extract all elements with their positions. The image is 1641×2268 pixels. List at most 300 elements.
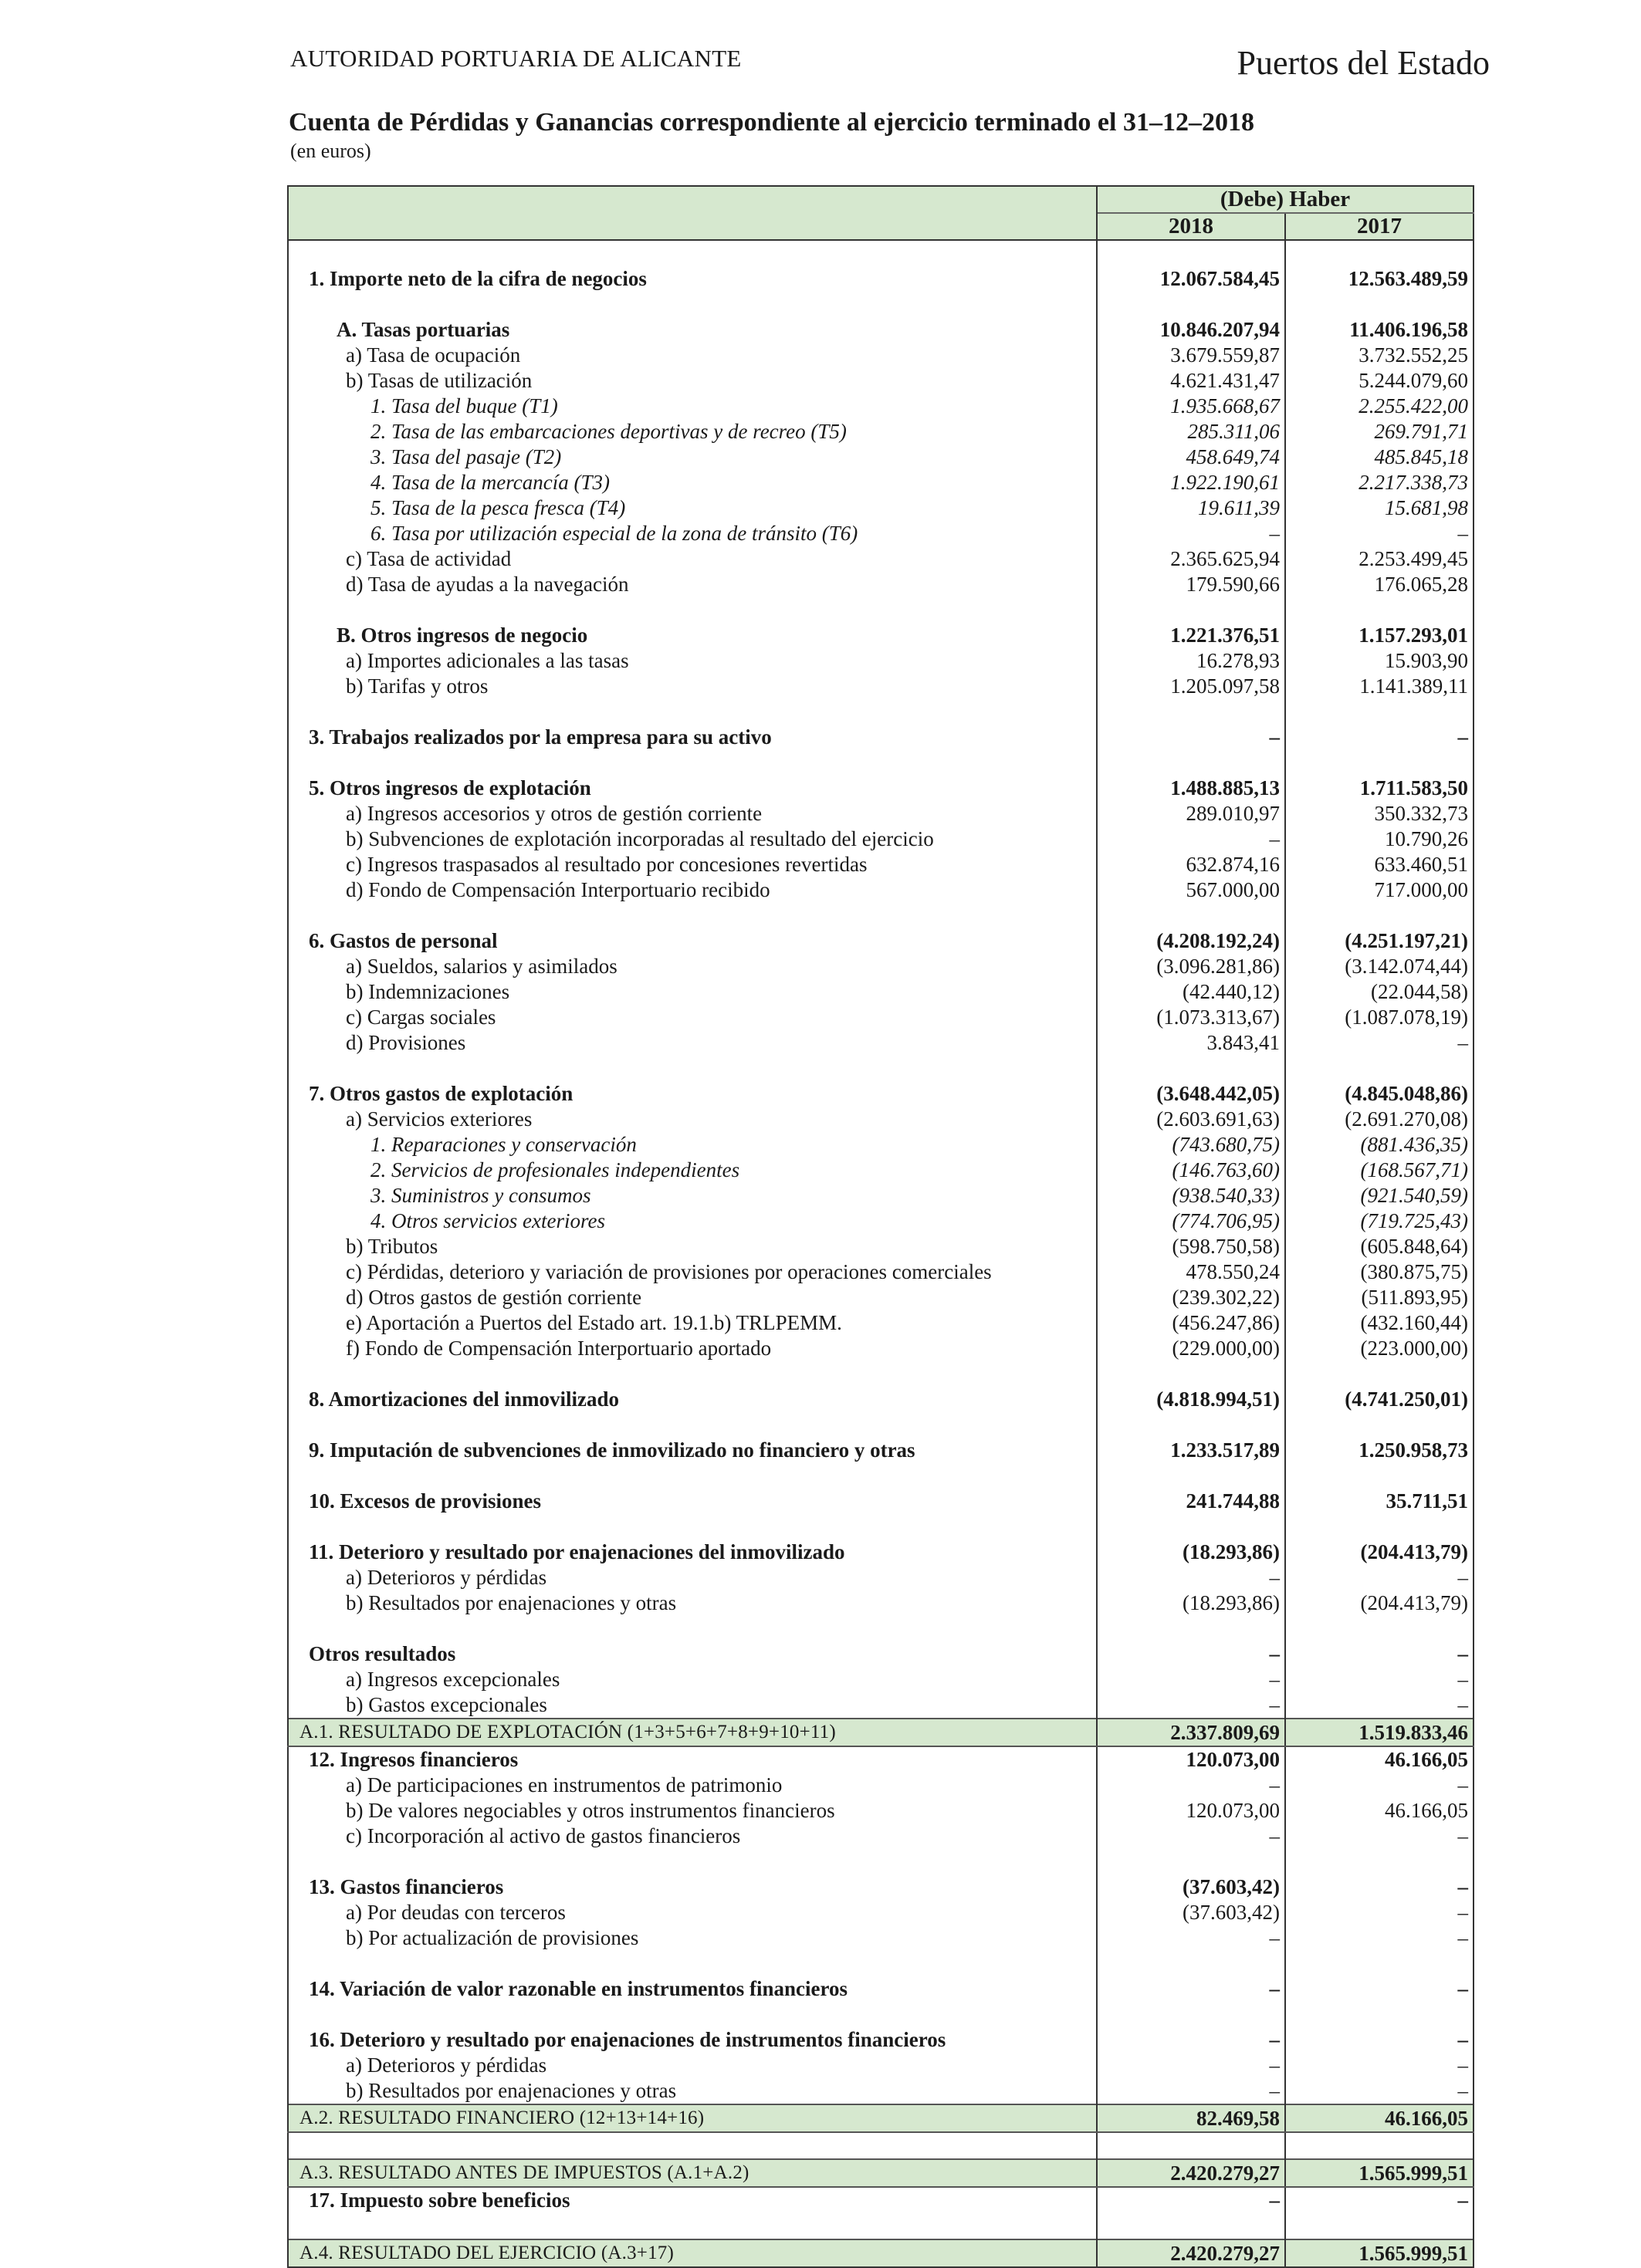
- line-item-row: [288, 928, 1474, 954]
- line-item-label: c) Tasa de actividad: [288, 546, 1097, 572]
- line-item-label: d) Tasa de ayudas a la navegación: [288, 572, 1097, 597]
- line-item-row: [288, 776, 1474, 801]
- line-item-label: c) Cargas sociales: [288, 1005, 1097, 1030]
- line-item-row: [288, 623, 1474, 648]
- line-item-label: b) Indemnizaciones: [288, 979, 1097, 1005]
- value-2017: (3.142.074,44): [1285, 954, 1474, 979]
- line-item-row: [288, 1234, 1474, 1259]
- line-item-label: b) Resultados por enajenaciones y otras: [288, 1590, 1097, 1616]
- line-item-label: 3. Trabajos realizados por la empresa para su activo: [288, 725, 1097, 750]
- spacer-cell: [1097, 2002, 1285, 2027]
- column-group-header: (Debe) Haber: [1097, 186, 1474, 213]
- line-item-row: [288, 979, 1474, 1005]
- spacer-cell: [288, 240, 1097, 266]
- value-2018: (37.603,42): [1097, 1874, 1285, 1900]
- value-2018: 285.311,06: [1097, 419, 1285, 444]
- value-2018: 120.073,00: [1097, 1798, 1285, 1824]
- value-2018: –: [1097, 1692, 1285, 1719]
- line-item-row: [288, 1489, 1474, 1514]
- spacer-row: [288, 2002, 1474, 2027]
- line-item-row: [288, 572, 1474, 597]
- spacer-cell: [1285, 1463, 1474, 1489]
- line-item-label: b) De valores negociables y otros instrumentos financieros: [288, 1798, 1097, 1824]
- spacer-row: [288, 1463, 1474, 1489]
- spacer-row: [288, 597, 1474, 623]
- value-2018: 1.221.376,51: [1097, 623, 1285, 648]
- value-2017: 269.791,71: [1285, 419, 1474, 444]
- spacer-cell: [1097, 1463, 1285, 1489]
- spacer-cell: [288, 1849, 1097, 1874]
- line-item-label: B. Otros ingresos de negocio: [288, 623, 1097, 648]
- value-2018: (1.073.313,67): [1097, 1005, 1285, 1030]
- spacer-row: [288, 1412, 1474, 1438]
- value-2017: –: [1285, 2187, 1474, 2213]
- value-2018: –: [1097, 2078, 1285, 2104]
- line-item-row: [288, 1438, 1474, 1463]
- line-item-label: 2. Tasa de las embarcaciones deportivas y de recreo (T5): [288, 419, 1097, 444]
- value-2018: 2.337.809,69: [1097, 1719, 1285, 1746]
- value-2017: –: [1285, 1874, 1474, 1900]
- spacer-cell: [288, 1616, 1097, 1641]
- value-2017: (921.540,59): [1285, 1183, 1474, 1208]
- line-item-row: [288, 368, 1474, 394]
- line-item-label: a) Deterioros y pérdidas: [288, 1565, 1097, 1590]
- value-2018: –: [1097, 1773, 1285, 1798]
- line-item-row: [288, 725, 1474, 750]
- line-item-label: a) Ingresos accesorios y otros de gestión corriente: [288, 801, 1097, 826]
- line-item-row: [288, 419, 1474, 444]
- spacer-cell: [288, 699, 1097, 725]
- value-2017: 10.790,26: [1285, 826, 1474, 852]
- value-2018: (37.603,42): [1097, 1900, 1285, 1925]
- line-item-row: [288, 1540, 1474, 1565]
- value-2017: 485.845,18: [1285, 444, 1474, 470]
- line-item-row: [288, 954, 1474, 979]
- spacer-cell: [1285, 1412, 1474, 1438]
- value-2017: 46.166,05: [1285, 1798, 1474, 1824]
- line-item-row: [288, 1132, 1474, 1158]
- line-item-label: 10. Excesos de provisiones: [288, 1489, 1097, 1514]
- line-item-row: [288, 1107, 1474, 1132]
- result-row: [288, 2239, 1474, 2267]
- spacer-cell: [1285, 1361, 1474, 1387]
- value-2018: –: [1097, 1667, 1285, 1692]
- value-2017: –: [1285, 1641, 1474, 1667]
- value-2018: 2.420.279,27: [1097, 2239, 1285, 2267]
- spacer-cell: [1097, 597, 1285, 623]
- spacer-cell: [288, 1361, 1097, 1387]
- spacer-cell: [1097, 240, 1285, 266]
- line-item-row: [288, 1208, 1474, 1234]
- value-2018: 478.550,24: [1097, 1259, 1285, 1285]
- value-2018: 241.744,88: [1097, 1489, 1285, 1514]
- spacer-row: [288, 1056, 1474, 1081]
- value-2018: (456.247,86): [1097, 1310, 1285, 1336]
- line-item-row: [288, 394, 1474, 419]
- result-row: [288, 1719, 1474, 1746]
- value-2018: –: [1097, 1925, 1285, 1951]
- spacer-cell: [1285, 2132, 1474, 2159]
- value-2017: (605.848,64): [1285, 1234, 1474, 1259]
- value-2017: 15.903,90: [1285, 648, 1474, 674]
- value-2018: 12.067.584,45: [1097, 266, 1285, 292]
- value-2018: 19.611,39: [1097, 495, 1285, 521]
- line-item-row: [288, 801, 1474, 826]
- value-2017: (168.567,71): [1285, 1158, 1474, 1183]
- line-item-row: [288, 2053, 1474, 2078]
- spacer-cell: [1285, 1616, 1474, 1641]
- value-2017: –: [1285, 1773, 1474, 1798]
- spacer-cell: [1097, 1616, 1285, 1641]
- line-item-label: e) Aportación a Puertos del Estado art. 19.1.b) TRLPEMM.: [288, 1310, 1097, 1336]
- line-item-row: [288, 1005, 1474, 1030]
- value-2018: (774.706,95): [1097, 1208, 1285, 1234]
- spacer-cell: [288, 2132, 1097, 2159]
- value-2017: –: [1285, 1667, 1474, 1692]
- line-item-row: [288, 1336, 1474, 1361]
- value-2017: 1.157.293,01: [1285, 623, 1474, 648]
- line-item-label: b) Subvenciones de explotación incorporadas al resultado del ejercicio: [288, 826, 1097, 852]
- line-item-row: [288, 1692, 1474, 1719]
- line-item-label: d) Fondo de Compensación Interportuario recibido: [288, 877, 1097, 903]
- value-2017: (511.893,95): [1285, 1285, 1474, 1310]
- line-item-row: [288, 1030, 1474, 1056]
- line-item-row: [288, 1590, 1474, 1616]
- value-2018: 1.922.190,61: [1097, 470, 1285, 495]
- value-2017: 2.217.338,73: [1285, 470, 1474, 495]
- spacer-cell: [1285, 597, 1474, 623]
- line-item-label: 6. Tasa por utilización especial de la zona de tránsito (T6): [288, 521, 1097, 546]
- spacer-cell: [1285, 2002, 1474, 2027]
- value-2018: 1.233.517,89: [1097, 1438, 1285, 1463]
- line-item-row: [288, 1310, 1474, 1336]
- line-item-label: c) Incorporación al activo de gastos financieros: [288, 1824, 1097, 1849]
- value-2017: (204.413,79): [1285, 1590, 1474, 1616]
- spacer-cell: [288, 1412, 1097, 1438]
- line-item-row: [288, 546, 1474, 572]
- spacer-cell: [288, 903, 1097, 928]
- spacer-cell: [288, 597, 1097, 623]
- value-2018: 120.073,00: [1097, 1746, 1285, 1773]
- value-2018: –: [1097, 521, 1285, 546]
- header-empty-cell: [288, 186, 1097, 240]
- spacer-row: [288, 2132, 1474, 2159]
- line-item-row: [288, 343, 1474, 368]
- value-2018: –: [1097, 1976, 1285, 2002]
- line-item-label: c) Pérdidas, deterioro y variación de provisiones por operaciones comerciales: [288, 1259, 1097, 1285]
- line-item-row: [288, 317, 1474, 343]
- value-2018: (3.648.442,05): [1097, 1081, 1285, 1107]
- spacer-row: [288, 903, 1474, 928]
- line-item-row: [288, 2078, 1474, 2104]
- spacer-cell: [1097, 1849, 1285, 1874]
- value-2018: (938.540,33): [1097, 1183, 1285, 1208]
- value-2017: –: [1285, 2078, 1474, 2104]
- line-item-label: A.4. RESULTADO DEL EJERCICIO (A.3+17): [288, 2239, 1097, 2267]
- line-item-row: [288, 1183, 1474, 1208]
- value-2017: (4.845.048,86): [1285, 1081, 1474, 1107]
- line-item-label: 3. Tasa del pasaje (T2): [288, 444, 1097, 470]
- line-item-row: [288, 2027, 1474, 2053]
- result-row: [288, 2159, 1474, 2187]
- line-item-label: 9. Imputación de subvenciones de inmovilizado no financiero y otras: [288, 1438, 1097, 1463]
- column-header-2017: 2017: [1285, 213, 1474, 240]
- value-2017: –: [1285, 725, 1474, 750]
- value-2017: 1.141.389,11: [1285, 674, 1474, 699]
- line-item-label: Otros resultados: [288, 1641, 1097, 1667]
- line-item-label: b) Tarifas y otros: [288, 674, 1097, 699]
- value-2017: (432.160,44): [1285, 1310, 1474, 1336]
- spacer-cell: [1285, 750, 1474, 776]
- spacer-cell: [1097, 1514, 1285, 1540]
- value-2018: 289.010,97: [1097, 801, 1285, 826]
- line-item-label: 7. Otros gastos de explotación: [288, 1081, 1097, 1107]
- spacer-cell: [288, 1514, 1097, 1540]
- value-2017: 2.255.422,00: [1285, 394, 1474, 419]
- value-2018: (4.208.192,24): [1097, 928, 1285, 954]
- line-item-label: 4. Tasa de la mercancía (T3): [288, 470, 1097, 495]
- value-2018: –: [1097, 826, 1285, 852]
- line-item-label: A.3. RESULTADO ANTES DE IMPUESTOS (A.1+A.2): [288, 2159, 1097, 2187]
- line-item-label: a) Por deudas con terceros: [288, 1900, 1097, 1925]
- line-item-row: [288, 444, 1474, 470]
- value-2017: 1.519.833,46: [1285, 1719, 1474, 1746]
- line-item-row: [288, 470, 1474, 495]
- value-2018: –: [1097, 1824, 1285, 1849]
- value-2017: 11.406.196,58: [1285, 317, 1474, 343]
- value-2017: –: [1285, 1565, 1474, 1590]
- spacer-cell: [1285, 1951, 1474, 1976]
- line-item-row: [288, 495, 1474, 521]
- value-2017: –: [1285, 2027, 1474, 2053]
- line-item-label: A.1. RESULTADO DE EXPLOTACIÓN (1+3+5+6+7+8+9+10+11): [288, 1719, 1097, 1746]
- value-2017: (223.000,00): [1285, 1336, 1474, 1361]
- line-item-label: 5. Tasa de la pesca fresca (T4): [288, 495, 1097, 521]
- spacer-cell: [1097, 699, 1285, 725]
- spacer-cell: [1097, 1056, 1285, 1081]
- value-2018: (3.096.281,86): [1097, 954, 1285, 979]
- value-2018: (2.603.691,63): [1097, 1107, 1285, 1132]
- line-item-label: 17. Impuesto sobre beneficios: [288, 2187, 1097, 2213]
- line-item-label: 14. Variación de valor razonable en instrumentos financieros: [288, 1976, 1097, 2002]
- spacer-cell: [1097, 1951, 1285, 1976]
- statement-body: [288, 240, 1474, 2267]
- line-item-row: [288, 1285, 1474, 1310]
- line-item-row: [288, 1773, 1474, 1798]
- value-2018: 3.843,41: [1097, 1030, 1285, 1056]
- value-2017: 633.460,51: [1285, 852, 1474, 877]
- spacer-row: [288, 2213, 1474, 2239]
- line-item-label: A.2. RESULTADO FINANCIERO (12+13+14+16): [288, 2104, 1097, 2132]
- value-2017: –: [1285, 521, 1474, 546]
- value-2017: 1.565.999,51: [1285, 2159, 1474, 2187]
- line-item-label: 5. Otros ingresos de explotación: [288, 776, 1097, 801]
- spacer-cell: [1285, 292, 1474, 317]
- line-item-label: b) Tasas de utilización: [288, 368, 1097, 394]
- value-2017: (22.044,58): [1285, 979, 1474, 1005]
- line-item-label: a) De participaciones en instrumentos de patrimonio: [288, 1773, 1097, 1798]
- value-2017: 1.250.958,73: [1285, 1438, 1474, 1463]
- line-item-label: 16. Deterioro y resultado por enajenaciones de instrumentos financieros: [288, 2027, 1097, 2053]
- spacer-cell: [1285, 2213, 1474, 2239]
- value-2018: –: [1097, 1565, 1285, 1590]
- line-item-label: 4. Otros servicios exteriores: [288, 1208, 1097, 1234]
- value-2017: 2.253.499,45: [1285, 546, 1474, 572]
- value-2017: –: [1285, 1030, 1474, 1056]
- spacer-row: [288, 699, 1474, 725]
- line-item-row: [288, 1667, 1474, 1692]
- spacer-cell: [1097, 903, 1285, 928]
- spacer-row: [288, 1951, 1474, 1976]
- value-2017: (380.875,75): [1285, 1259, 1474, 1285]
- result-row: [288, 2104, 1474, 2132]
- value-2017: –: [1285, 1692, 1474, 1719]
- line-item-label: a) Tasa de ocupación: [288, 343, 1097, 368]
- line-item-row: [288, 1081, 1474, 1107]
- value-2017: 35.711,51: [1285, 1489, 1474, 1514]
- value-2018: (146.763,60): [1097, 1158, 1285, 1183]
- spacer-row: [288, 292, 1474, 317]
- line-item-label: c) Ingresos traspasados al resultado por concesiones revertidas: [288, 852, 1097, 877]
- spacer-cell: [1097, 2132, 1285, 2159]
- value-2017: 1.565.999,51: [1285, 2239, 1474, 2267]
- line-item-label: 1. Tasa del buque (T1): [288, 394, 1097, 419]
- line-item-label: A. Tasas portuarias: [288, 317, 1097, 343]
- spacer-row: [288, 1514, 1474, 1540]
- value-2017: 46.166,05: [1285, 1746, 1474, 1773]
- value-2018: 82.469,58: [1097, 2104, 1285, 2132]
- spacer-cell: [1097, 1361, 1285, 1387]
- spacer-cell: [1285, 1849, 1474, 1874]
- line-item-row: [288, 1641, 1474, 1667]
- line-item-label: a) Ingresos excepcionales: [288, 1667, 1097, 1692]
- value-2018: (743.680,75): [1097, 1132, 1285, 1158]
- line-item-label: 12. Ingresos financieros: [288, 1746, 1097, 1773]
- value-2018: 10.846.207,94: [1097, 317, 1285, 343]
- value-2017: 46.166,05: [1285, 2104, 1474, 2132]
- value-2018: 567.000,00: [1097, 877, 1285, 903]
- value-2017: 176.065,28: [1285, 572, 1474, 597]
- spacer-cell: [288, 750, 1097, 776]
- line-item-label: b) Resultados por enajenaciones y otras: [288, 2078, 1097, 2104]
- line-item-row: [288, 826, 1474, 852]
- spacer-cell: [288, 1463, 1097, 1489]
- value-2018: 1.205.097,58: [1097, 674, 1285, 699]
- organization-name: AUTORIDAD PORTUARIA DE ALICANTE: [290, 45, 742, 72]
- spacer-cell: [1097, 750, 1285, 776]
- spacer-cell: [1097, 2213, 1285, 2239]
- value-2018: –: [1097, 2053, 1285, 2078]
- line-item-row: [288, 266, 1474, 292]
- value-2018: –: [1097, 2187, 1285, 2213]
- value-2018: 3.679.559,87: [1097, 343, 1285, 368]
- value-2018: (598.750,58): [1097, 1234, 1285, 1259]
- spacer-row: [288, 1849, 1474, 1874]
- line-item-row: [288, 1824, 1474, 1849]
- line-item-label: d) Provisiones: [288, 1030, 1097, 1056]
- line-item-label: a) Importes adicionales a las tasas: [288, 648, 1097, 674]
- spacer-cell: [1285, 240, 1474, 266]
- line-item-row: [288, 2187, 1474, 2213]
- line-item-row: [288, 674, 1474, 699]
- line-item-label: 11. Deterioro y resultado por enajenaciones del inmovilizado: [288, 1540, 1097, 1565]
- value-2018: –: [1097, 1641, 1285, 1667]
- value-2017: –: [1285, 2053, 1474, 2078]
- line-item-row: [288, 852, 1474, 877]
- line-item-row: [288, 1746, 1474, 1773]
- spacer-cell: [1097, 292, 1285, 317]
- value-2017: –: [1285, 1976, 1474, 2002]
- value-2018: 179.590,66: [1097, 572, 1285, 597]
- value-2018: 632.874,16: [1097, 852, 1285, 877]
- value-2018: 16.278,93: [1097, 648, 1285, 674]
- value-2018: (239.302,22): [1097, 1285, 1285, 1310]
- spacer-cell: [288, 1056, 1097, 1081]
- value-2017: 15.681,98: [1285, 495, 1474, 521]
- value-2018: 4.621.431,47: [1097, 368, 1285, 394]
- line-item-row: [288, 1976, 1474, 2002]
- line-item-row: [288, 1900, 1474, 1925]
- value-2017: (881.436,35): [1285, 1132, 1474, 1158]
- value-2018: 1.935.668,67: [1097, 394, 1285, 419]
- value-2017: (1.087.078,19): [1285, 1005, 1474, 1030]
- line-item-label: a) Sueldos, salarios y asimilados: [288, 954, 1097, 979]
- value-2018: (18.293,86): [1097, 1540, 1285, 1565]
- spacer-cell: [288, 1951, 1097, 1976]
- spacer-cell: [1285, 903, 1474, 928]
- value-2017: (719.725,43): [1285, 1208, 1474, 1234]
- value-2017: (204.413,79): [1285, 1540, 1474, 1565]
- spacer-cell: [288, 292, 1097, 317]
- spacer-cell: [1097, 1412, 1285, 1438]
- spacer-cell: [1285, 1514, 1474, 1540]
- line-item-label: f) Fondo de Compensación Interportuario aportado: [288, 1336, 1097, 1361]
- value-2018: (4.818.994,51): [1097, 1387, 1285, 1412]
- spacer-cell: [288, 2213, 1097, 2239]
- value-2017: (2.691.270,08): [1285, 1107, 1474, 1132]
- line-item-row: [288, 648, 1474, 674]
- spacer-row: [288, 1361, 1474, 1387]
- value-2017: 717.000,00: [1285, 877, 1474, 903]
- value-2018: 1.488.885,13: [1097, 776, 1285, 801]
- line-item-row: [288, 1259, 1474, 1285]
- line-item-row: [288, 877, 1474, 903]
- line-item-row: [288, 1925, 1474, 1951]
- value-2017: 1.711.583,50: [1285, 776, 1474, 801]
- line-item-label: a) Deterioros y pérdidas: [288, 2053, 1097, 2078]
- value-2017: –: [1285, 1824, 1474, 1849]
- value-2018: (18.293,86): [1097, 1590, 1285, 1616]
- value-2017: (4.741.250,01): [1285, 1387, 1474, 1412]
- spacer-row: [288, 750, 1474, 776]
- value-2017: 5.244.079,60: [1285, 368, 1474, 394]
- statement-title: Cuenta de Pérdidas y Ganancias correspondiente al ejercicio terminado el 31–12–2018: [289, 108, 1254, 137]
- spacer-cell: [1285, 1056, 1474, 1081]
- line-item-label: 6. Gastos de personal: [288, 928, 1097, 954]
- line-item-label: d) Otros gastos de gestión corriente: [288, 1285, 1097, 1310]
- line-item-row: [288, 1565, 1474, 1590]
- value-2017: 350.332,73: [1285, 801, 1474, 826]
- value-2017: –: [1285, 1900, 1474, 1925]
- value-2017: –: [1285, 1925, 1474, 1951]
- value-2017: 12.563.489,59: [1285, 266, 1474, 292]
- line-item-label: 1. Reparaciones y conservación: [288, 1132, 1097, 1158]
- line-item-row: [288, 1798, 1474, 1824]
- column-header-2018: 2018: [1097, 213, 1285, 240]
- line-item-row: [288, 1874, 1474, 1900]
- line-item-label: b) Por actualización de provisiones: [288, 1925, 1097, 1951]
- value-2018: (42.440,12): [1097, 979, 1285, 1005]
